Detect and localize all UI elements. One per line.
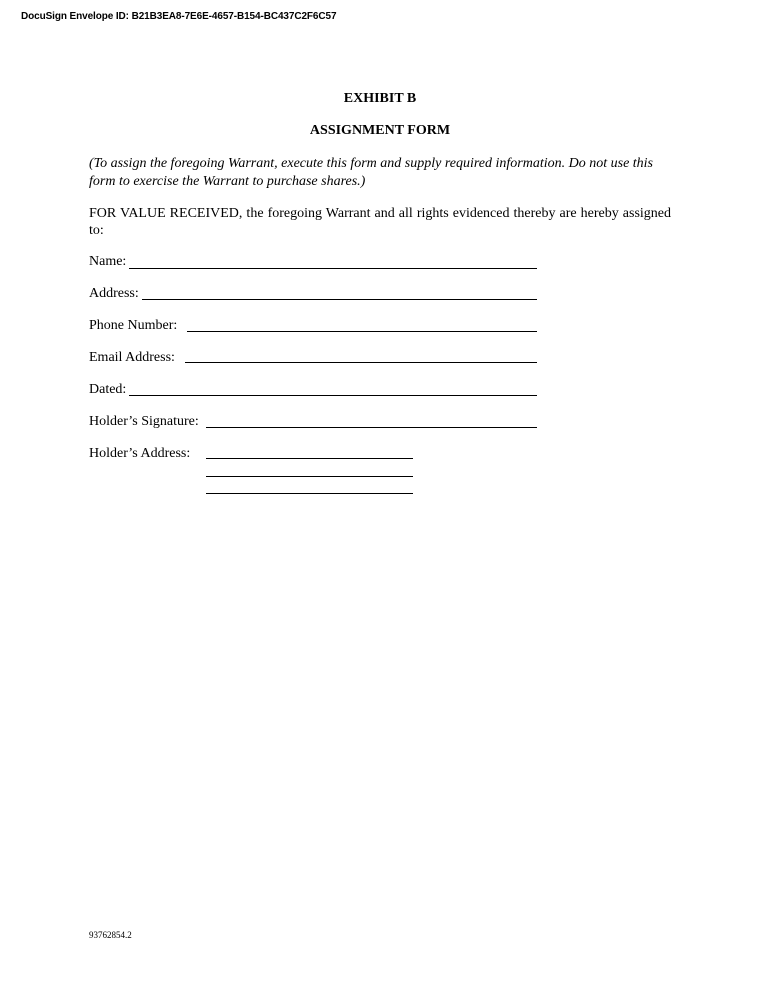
email-field-line[interactable] [185, 362, 537, 363]
exhibit-title: EXHIBIT B [343, 91, 417, 106]
dated-label: Dated: [89, 382, 127, 397]
signature-label: Holder’s Signature: [89, 414, 199, 429]
address-field-line[interactable] [142, 299, 537, 300]
form-title: ASSIGNMENT FORM [309, 123, 451, 138]
holder-address-line-3[interactable] [206, 493, 413, 494]
document-number: 93762854.2 [89, 930, 132, 940]
phone-label: Phone Number: [89, 318, 178, 333]
signature-field-line[interactable] [206, 427, 537, 428]
name-label: Name: [89, 254, 127, 269]
holder-address-line-1[interactable] [206, 458, 413, 459]
holder-address-label: Holder’s Address: [89, 446, 191, 461]
dated-field-line[interactable] [129, 395, 537, 396]
instructions: (To assign the foregoing Warrant, execute this form and supply required information. Do not use this form to exercise the Warrant to purchase shares.) [89, 156, 654, 189]
email-label: Email Address: [89, 350, 175, 365]
holder-address-line-2[interactable] [206, 476, 413, 477]
name-field-line[interactable] [129, 268, 537, 269]
address-label: Address: [89, 286, 139, 301]
value-received-text: FOR VALUE RECEIVED, the foregoing Warrant and all rights evidenced thereby are hereby assigned to: [89, 206, 671, 238]
envelope-id: DocuSign Envelope ID: B21B3EA8-7E6E-4657-B154-BC437C2F6C57 [21, 11, 337, 22]
phone-field-line[interactable] [187, 331, 537, 332]
